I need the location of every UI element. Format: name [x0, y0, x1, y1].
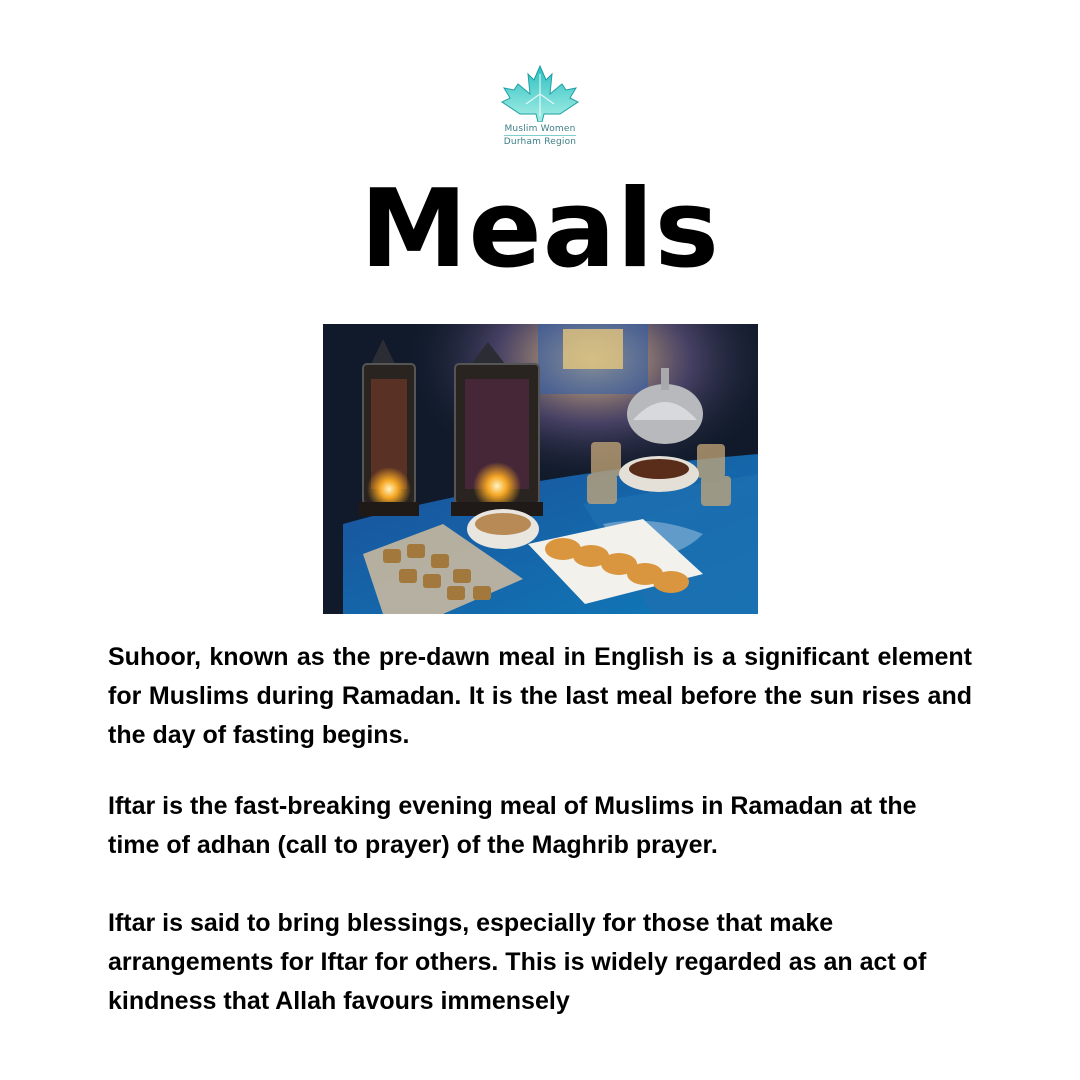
ramadan-table-photo	[323, 324, 758, 614]
logo-line-1: Muslim Women	[504, 124, 576, 134]
logo-text	[498, 124, 582, 148]
organization-logo	[498, 64, 582, 154]
page-title: Meals	[360, 167, 720, 292]
maple-leaf-icon	[500, 64, 580, 122]
iftar-paragraph: Iftar is the fast-breaking evening meal of Muslims in Ramadan at the time of adhan (call to prayer) of the Maghrib prayer.	[108, 792, 917, 859]
iftar-blessings-paragraph: Iftar is said to bring blessings, especially for those that make arrangements for Iftar for others. This is widely regarded as an act of kindness that Allah favours immensely	[108, 909, 927, 1015]
suhoor-paragraph: Suhoor, known as the pre-dawn meal in English is a significant element for Muslims during Ramadan. It is the last meal before the sun rises and the day of fasting begins.	[108, 643, 972, 749]
logo-line-2: Durham Region	[503, 137, 577, 147]
